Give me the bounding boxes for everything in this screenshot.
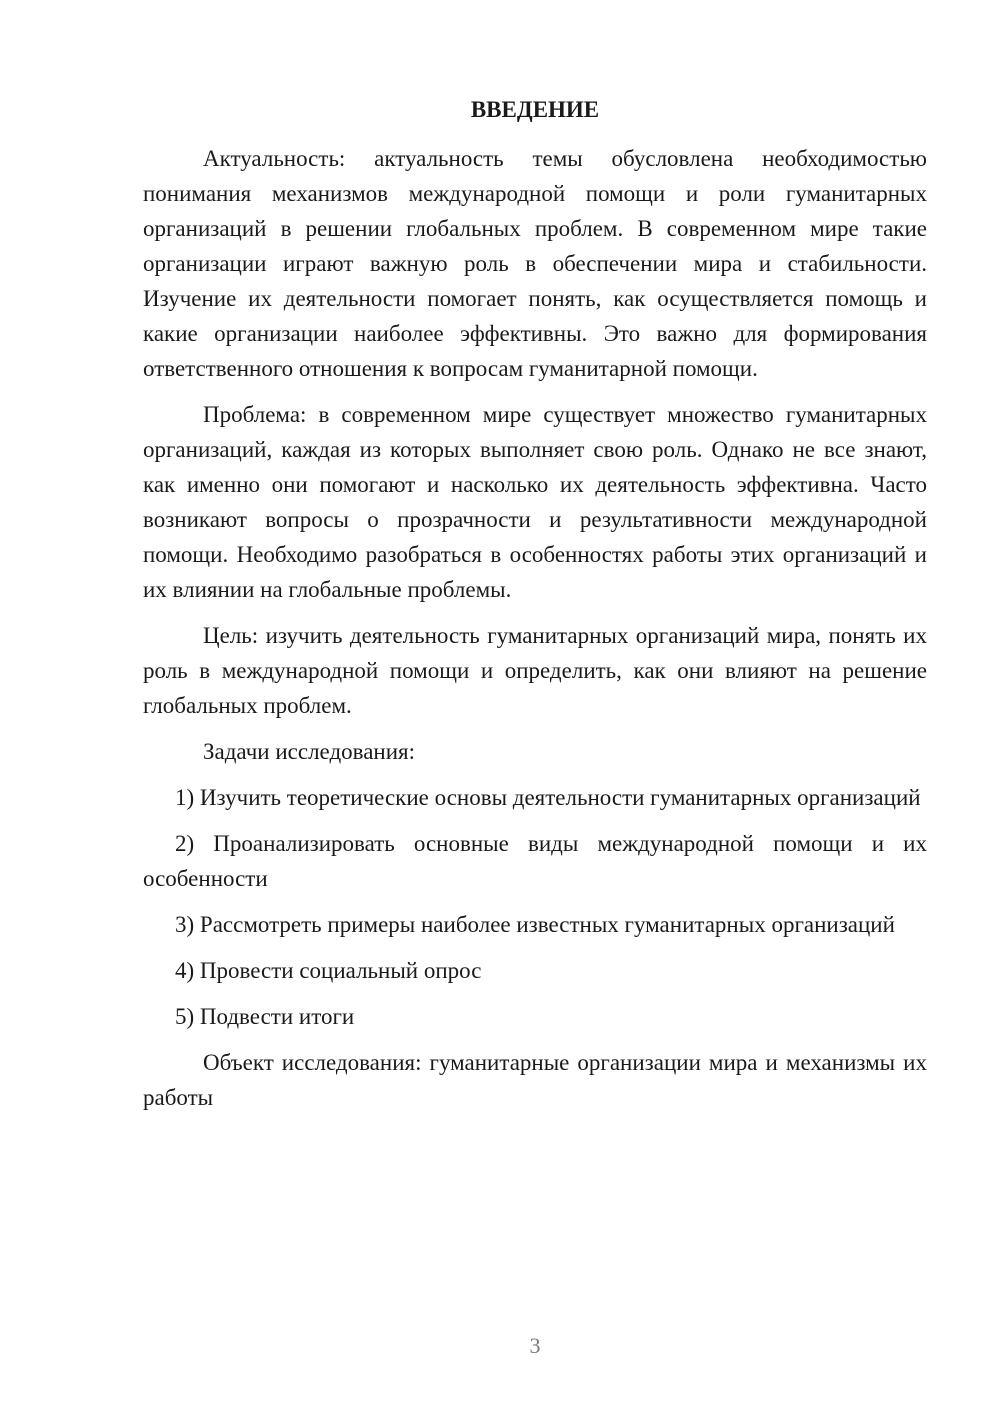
relevance-paragraph: Актуальность: актуальность темы обусловлена необходимостью понимания механизмов международной помощи и роли гуманитарных организаций в решении глобальных проблем. В современном мире такие организации играют важную роль в обеспечении мира и стабильности. Изучение их деятельности помогает понять, как осуществляется помощь и какие организации наиболее эффективны. Это важно для формирования ответственного отношения к вопросам гуманитарной помощи. — [143, 146, 927, 381]
task-item-5: 5) Подвести итоги — [175, 1004, 355, 1029]
object-paragraph: Объект исследования: гуманитарные организации мира и механизмы их работы — [143, 1050, 927, 1110]
task-item-4: 4) Провести социальный опрос — [175, 958, 482, 983]
task-item-1: 1) Изучить теоретические основы деятельности гуманитарных организаций — [175, 785, 921, 810]
section-heading: ВВЕДЕНИЕ — [470, 97, 600, 122]
tasks-heading: Задачи исследования: — [203, 739, 416, 764]
problem-paragraph: Проблема: в современном мире существует множество гуманитарных организаций, каждая из которых выполняет свою роль. Однако не все знают, как именно они помогают и насколько их деятельность эффективна. Часто возникают вопросы о прозрачности и результативности международной помощи. Необходимо разобраться в особенностях работы этих организаций и их влиянии на глобальные проблемы. — [143, 402, 927, 602]
goal-paragraph: Цель: изучить деятельность гуманитарных организаций мира, понять их роль в международной помощи и определить, как они влияют на решение глобальных проблем. — [143, 623, 927, 718]
task-item-2: 2) Проанализировать основные виды международной помощи и их особенности — [143, 831, 927, 891]
page-number: 3 — [529, 1333, 541, 1358]
page-content — [143, 92, 927, 1126]
task-item-3: 3) Рассмотреть примеры наиболее известных гуманитарных организаций — [175, 912, 895, 937]
